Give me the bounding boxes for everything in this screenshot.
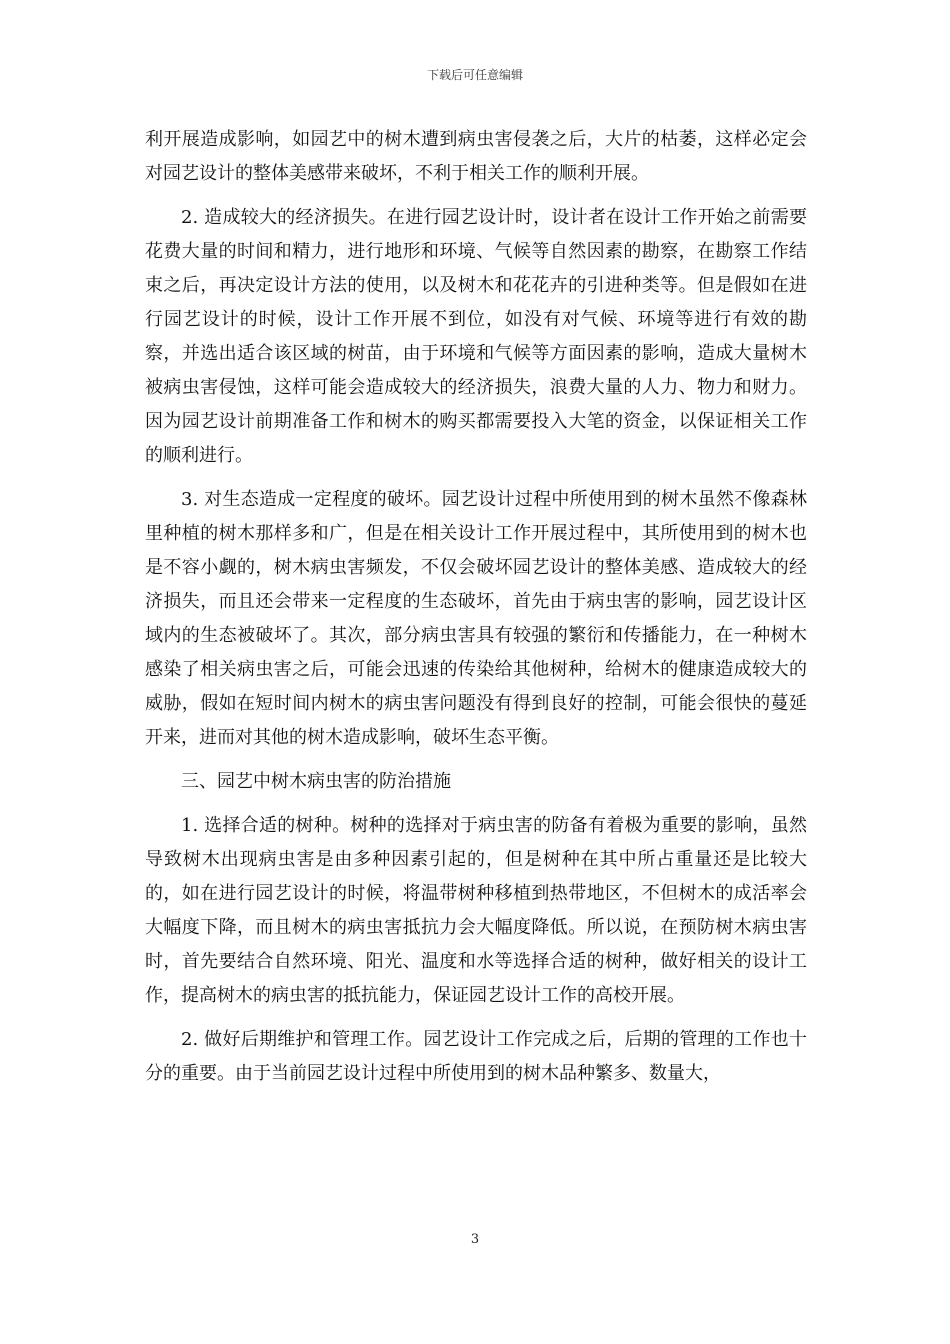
paragraph-choose-species: 1. 选择合适的树种。树种的选择对于病虫害的防备有着极为重要的影响，虽然导致树木出现病虫害是由多种因素引起的，但是树种在其中所占重量还是比较大的，如在进行园艺设计的时候，将温带树种移植到热带地区，不但树木的成活率会大幅度下降，而且树木的病虫害抵抗力会大幅度降低。所以说，在预防树木病虫害时，首先要结合自然环境、阳光、温度和水等选择合适的树种，做好相关的设计工作，提高树木的病虫害的抵抗能力，保证园艺设计工作的高校开展。 <box>145 815 807 1006</box>
document-body <box>145 123 807 1101</box>
paragraph-ecology-damage: 3. 对生态造成一定程度的破坏。园艺设计过程中所使用到的树木虽然不像森林里种植的树木那样多和广，但是在相关设计工作开展过程中，其所使用到的树木也是不容小觑的，树木病虫害频发，不仅会破坏园艺设计的整体美感、造成较大的经济损失，而且还会带来一定程度的生态破坏，首先由于病虫害的影响，园艺设计区域内的生态被破坏了。其次，部分病虫害具有较强的繁衍和传播能力，在一种树木感染了相关病虫害之后，可能会迅速的传染给其他树种，给树木的健康造成较大的威胁，假如在短时间内树木的病虫害问题没有得到良好的控制，可能会很快的蔓延开来，进而对其他的树木造成影响，破坏生态平衡。 <box>145 489 807 748</box>
paragraph-maintenance: 2. 做好后期维护和管理工作。园艺设计工作完成之后，后期的管理的工作也十分的重要。由于当前园艺设计过程中所使用到的树木品种繁多、数量大， <box>145 1029 807 1084</box>
section-heading: 三、园艺中树木病虫害的防治措施 <box>181 771 451 792</box>
paragraph-economic-loss: 2. 造成较大的经济损失。在进行园艺设计时，设计者在设计工作开始之前需要花费大量的时间和精力，进行地形和环境、气候等自然因素的勘察，在勘察工作结束之后，再决定设计方法的使用，以及树木和花花卉的引进种类等。但是假如在进行园艺设计的时候，设计工作开展不到位，如没有对气候、环境等进行有效的勘察，并选出适合该区域的树苗，由于环境和气候等方面因素的影响，造成大量树木被病虫害侵蚀，这样可能会造成较大的经济损失，浪费大量的人力、物力和财力。因为园艺设计前期准备工作和树木的购买都需要投入大笔的资金，以保证相关工作的顺利进行。 <box>145 207 807 466</box>
paragraph-continuation: 利开展造成影响，如园艺中的树木遭到病虫害侵袭之后，大片的枯萎，这样必定会对园艺设计的整体美感带来破坏，不利于相关工作的顺利开展。 <box>145 129 807 184</box>
page-header: 下载后可任意编辑 <box>426 68 523 82</box>
page-number: 3 <box>470 1232 480 1247</box>
